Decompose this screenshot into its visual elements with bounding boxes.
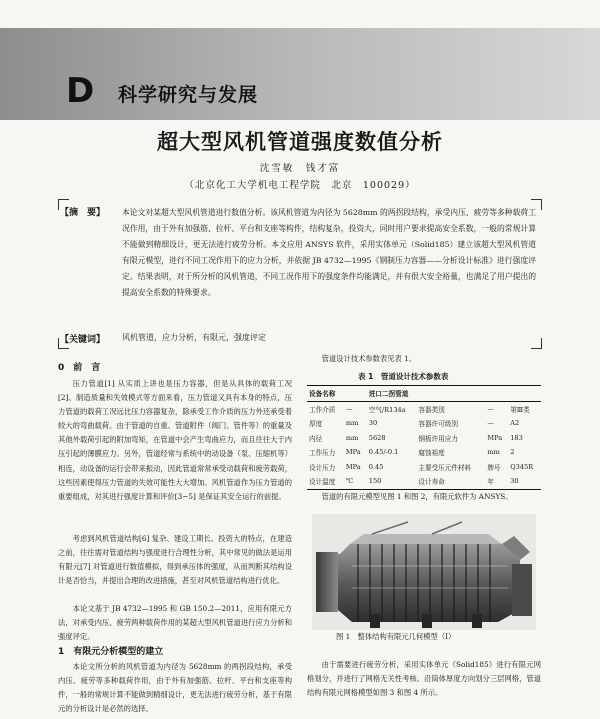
- table-cell: 工作压力: [309, 449, 336, 458]
- table-cell: 主要受压元件材料: [418, 463, 472, 472]
- table-cell: 设计寿命: [416, 474, 485, 489]
- table-cell: ℃: [344, 474, 367, 489]
- table-cell: 0.45/-0.1: [368, 448, 399, 457]
- corner-mark: [531, 338, 542, 349]
- table-row: [307, 416, 541, 431]
- paper-title: 超大型风机管道强度数值分析: [157, 130, 443, 154]
- table-cell: 空气/R134a: [368, 405, 406, 414]
- paper-authors: 沈雪敏 钱才富: [259, 163, 341, 174]
- table-cell: 厚度: [309, 420, 323, 429]
- table-cell: 腐蚀裕度: [418, 449, 445, 458]
- table-caption: 表 1 管道设计技术参数表: [358, 372, 449, 381]
- table-cell: 容器许可级别: [418, 420, 458, 429]
- table-row: [307, 445, 541, 460]
- abstract-label: 【摘 要】: [60, 208, 106, 218]
- section-banner: [0, 28, 600, 120]
- table-cell: Q345R: [510, 462, 534, 471]
- table-cell: 工作介质: [309, 405, 336, 414]
- table-cell: 150: [367, 474, 417, 489]
- parameter-table: [307, 385, 541, 490]
- table-cell: 设计压力: [309, 463, 336, 472]
- table-cell: 2: [510, 448, 515, 457]
- paragraph: 压力管道[1] 从实质上讲也是压力容器，但是从具体的载荷工况[2]、制造质量和失效模式等方面来看，压力管道又具有本身的特点，压力管道的载荷工况远比压力容器复杂，除承受工作介质的压力外还承受着较大的弯曲载荷。由于管道的自重、管道附件（阀门、管件等）的重量及其他外载荷引起的附加弯矩，在管道中会产生弯曲应力，而且往往大于内压引起的薄膜应力。另外，管道经常与系统中的动设备（泵、压缩机等）相连，动设备的运行会带来振动，因此管道常常承受动载荷和疲劳载荷，这些因素使得压力管道的失效可能性大大增加。风机管道作为压力管道的重要组成，对其进行强度计算和评价[3~5] 是保证其安全运行的前提。: [58, 379, 292, 501]
- table-cell: 183: [510, 433, 523, 442]
- table-cell: 钢板许用应力: [418, 434, 458, 443]
- table-header-row: [307, 386, 541, 402]
- section-name: 科学研究与发展: [118, 84, 259, 106]
- table-row: [307, 431, 541, 446]
- table-cell: MPa: [345, 448, 361, 457]
- table-cell: 进口二拐管道: [367, 386, 541, 402]
- table-cell: —: [487, 404, 494, 413]
- table-cell: mm: [345, 419, 359, 428]
- figure-caption: 图 1 整体结构有限元几何模型（Ⅰ）: [336, 632, 456, 641]
- table-cell: A2: [510, 419, 520, 428]
- table-cell: 设备名称: [307, 386, 344, 402]
- table-cell: 牌号: [487, 463, 501, 472]
- table-row: [307, 460, 541, 475]
- heading-section-1: 1 有限元分析模型的建立: [58, 647, 164, 657]
- table-cell: 30: [368, 419, 378, 428]
- abstract-text: 本论文对某超大型风机管道进行数值分析。该风机管道为内径为 5628mm 的两拐段结构，承受内压、疲劳等多种载荷工况作用，由于外有加强筋、拉杆、平台和支座等构件，结构复杂，投资大，同时用户要求提高安全系数，一般的常规计算不能做到精细设计，更无法进行疲劳分析。本文应用 ANSYS 软件，采用实体单元（Solid185）建立该超大型风机管道有限元模型，进行不同工况作用下的应力分析，并依据 JB 4732—1995《钢制压力容器——分析设计标准》进行强度评定。结果表明，对于所分析的风机管道，不同工况作用下的强度条件均能满足，并有很大安全裕量，也满足了用户提出的提高安全系数的特殊要求。: [122, 208, 536, 297]
- fe-model-figure: [312, 514, 536, 630]
- table-cell: 内径: [309, 434, 323, 443]
- fe-model-image: [312, 514, 536, 630]
- table-cell: 设计温度: [307, 474, 344, 489]
- paragraph: 本论文所分析的风机管道为内径为 5628mm 的两拐段结构，承受内压、疲劳等多种载荷作用，由于外有加强筋、拉杆、平台和支座等构件，一般的常规计算不能做到精细设计，更无法进行疲劳分析，基于有限元的分析设计是必然的选择。: [58, 662, 292, 714]
- heading-preface: 0 前 言: [58, 363, 101, 373]
- table-cell: mm: [487, 448, 500, 457]
- table-cell: 0.45: [368, 462, 384, 471]
- paragraph: 本论文基于 JB 4732—1995 和 GB 150.2—2011，应用有限元方法，对承受内压、疲劳两种载荷作用的某超大型风机管道进行应力分析和强度评定。: [58, 604, 292, 642]
- table-row: [307, 401, 541, 416]
- table-cell: 5628: [368, 433, 386, 442]
- paragraph: 管道设计技术参数表见表 1。: [321, 354, 417, 363]
- paragraph: 管道的有限元模型见图 1 和图 2，有限元软件为 ANSYS。: [321, 492, 513, 501]
- paragraph: 考虑到风机管道结构[6] 复杂、建设工期长、投资大的特点，在建造之前，往往需对管道结构与强度进行合理性分析，其中常见的做法是运用有限元[7] 对管道进行数值模拟，得到承压体的强度，从而判断其结构设计是否恰当，并提出合理的改进措施，甚至对风机管道结构进行优化。: [58, 534, 292, 586]
- table-cell: mm: [345, 433, 359, 442]
- table-row: [307, 474, 541, 489]
- table-cell: —: [345, 404, 353, 413]
- table-cell: 第Ⅲ类: [510, 405, 530, 414]
- table-cell: 年: [485, 474, 508, 489]
- table-cell: 容器类别: [418, 405, 445, 414]
- abstract-box: [58, 199, 542, 349]
- table-cell: MPa: [487, 433, 503, 442]
- paragraph: 由于需要进行疲劳分析，采用实体单元（Solid185）进行有限元网格划分，并进行了网格无关性考核。沿筒体厚度方向划分三层网格，管道结构有限元网格模型如图 3 和图 4 所示。: [307, 660, 541, 698]
- table-cell: MPa: [345, 462, 361, 471]
- table-cell: 30: [508, 474, 541, 489]
- paper-affiliation: （北京化工大学机电工程学院 北京 100029）: [184, 180, 416, 191]
- section-letter: D: [66, 71, 95, 111]
- keywords-text: 风机管道，应力分析，有限元，强度评定: [122, 333, 266, 342]
- keywords-label: 【关键词】: [60, 335, 106, 345]
- table-cell: —: [487, 419, 494, 428]
